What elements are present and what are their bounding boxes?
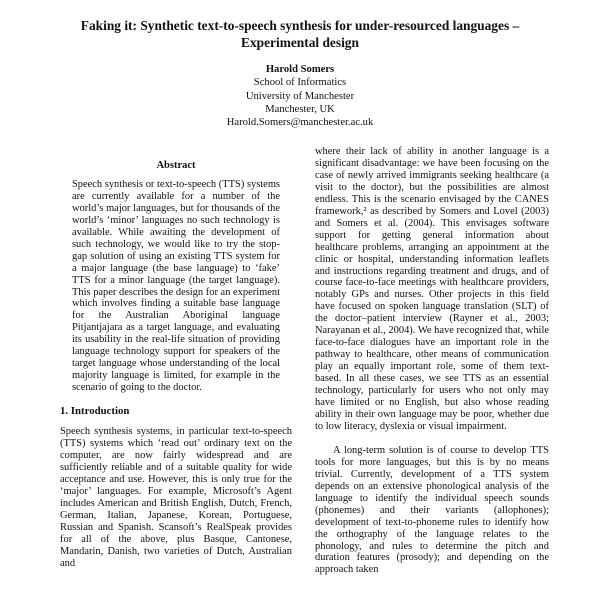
- author-block: [150, 63, 450, 129]
- title-line-1: Faking it: Synthetic text-to-speech synthesis for under-resourced languages –: [80, 18, 520, 33]
- introduction-heading: 1. Introduction: [60, 405, 130, 418]
- author-email: Harold.Somers@manchester.ac.uk: [226, 117, 374, 129]
- author-name: Harold Somers: [265, 64, 335, 75]
- left-column: [60, 160, 292, 570]
- right-paragraph-2: A long-term solution is of course to develop TTS tools for more languages, but this is by no means trivial. Currently, development of a TTS system depends on an extensive phonological analysis of the language to identify the individual speech sounds (phonemes) and their variants (allophones); development of text-to-phoneme rules to identify how the orthography of the language relates to the phonology, and rules to determine the pitch and duration features (prosody); and depending on the approach taken: [315, 444, 549, 576]
- right-column: [315, 146, 549, 576]
- right-paragraph-1: where their lack of ability in another language is a significant disadvantage: we have been focusing on the case of newly arrived immigrants seeking healthcare (a visit to the doctor), but the possibilities are almost endless. This is the scenario envisaged by the CANES framework,² as described by Somers and Lovel (2003) and Somers et al. (2004). This envisages software support for getting general information about healthcare problems, arranging an appointment at the clinic or hospital, understanding information leaflets and instructions regarding treatment and drugs, and of course face-to-face meetings with healthcare providers, notably GPs and nurses. Other projects in this field have focused on spoken language translation (SLT) of the doctor–patient interview (Rayner et al., 2003; Narayanan et al., 2004). We have recognized that, while face-to-face dialogues have an important role in the pathway to healthcare, other means of communication play an equally important role, some of them text-based. In all these cases, we see TTS as an essential technology, particularly for users who not only may have limited or no English, but also whose reading ability in their own language may be poor, whether due to low literacy, dyslexia or visual impairment.: [315, 146, 549, 432]
- title-line-2: Experimental design: [241, 35, 359, 50]
- author-university: University of Manchester: [245, 90, 355, 102]
- author-department: School of Informatics: [253, 77, 347, 89]
- abstract-heading: Abstract: [156, 160, 196, 171]
- introduction-paragraph-1: Speech synthesis systems, in particular text-to-speech (TTS) systems which ‘read out’ ordinary text on the computer, are now fairly widespread and are sufficiently reliable and of a suitable quality for wide acceptance and use. However, this is only true for the ‘major’ languages. For example, Microsoft’s Agent includes American and British English, Dutch, French, German, Italian, Japanese, Korean, Portuguese, Russian and Spanish. Scansoft’s RealSpeak provides for all of the above, plus Basque, Cantonese, Mandarin, Danish, two varieties of Dutch, Australian and: [60, 426, 292, 569]
- author-city: Manchester, UK: [265, 103, 335, 115]
- paper-title: [40, 17, 560, 51]
- abstract-text: Speech synthesis or text-to-speech (TTS) systems are currently available for a number of the world’s major languages, but for thousands of the world’s ‘minor’ languages no such technology is available. While awaiting the development of such technology, we would like to try the stop-gap solution of using an existing TTS system for a major language (the base language) to ‘fake’ TTS for a minor language (the target language). This paper describes the design for an experiment which involves finding a suitable base language for the Australian Aboriginal language Pitjantjajara as a target language, and evaluating its usability in the real-life situation of providing language technology support for speakers of the target language whose understanding of the local majority language is limited, for example in the scenario of going to the doctor.: [72, 178, 280, 394]
